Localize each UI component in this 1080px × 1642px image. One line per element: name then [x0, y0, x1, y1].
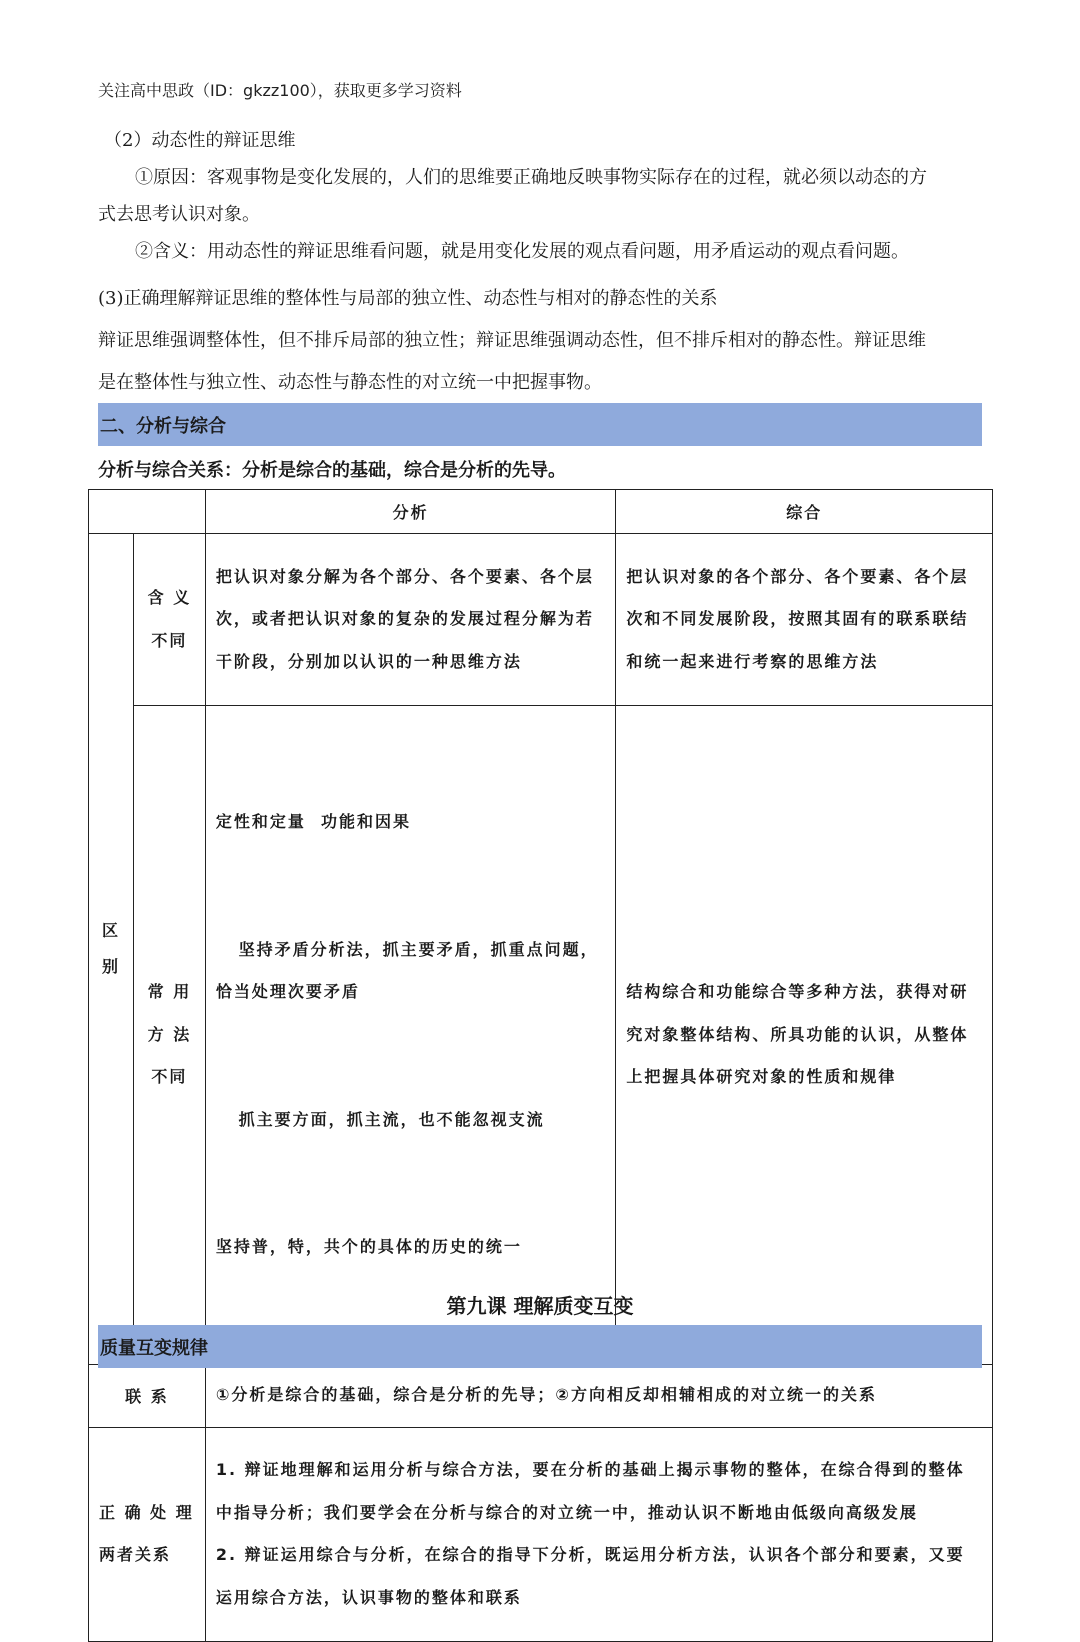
- method-synthesis-text: 结构综合和功能综合等多种方法，获得对研究对象整体结构、所具功能的认识，从整体上把握具体研究对象的性质和规律: [626, 982, 969, 1086]
- table-row-method: [89, 706, 993, 1365]
- analysis-synthesis-table: [88, 489, 993, 1642]
- relation-intro: 分析与综合关系：分析是综合的基础，综合是分析的先导。: [98, 460, 566, 481]
- diff-label-cell: [89, 534, 134, 1365]
- section2-reason-line1: ①原因：客观事物是变化发展的，人们的思维要正确地反映事物实际存在的过程，就必须以动态的方: [135, 167, 927, 188]
- meaning-synthesis-cell: [616, 534, 993, 706]
- link-text-cell: [205, 1364, 992, 1427]
- method-analysis-line2: 坚持矛盾分析法，抓主要矛盾，抓重点问题，恰当处理次要矛盾: [215, 939, 599, 1001]
- method-analysis-line3: 抓主要方面，抓主流，也不能忽视支流: [215, 1109, 545, 1129]
- table-corner-cell: [89, 490, 206, 534]
- meaning-label-1: 含 义: [147, 588, 192, 607]
- section-bar-analysis-label: 二、分析与综合: [100, 416, 226, 437]
- section2-reason-line2: 式去思考认识对象。: [98, 204, 260, 225]
- meaning-analysis-text: 把认识对象分解为各个部分、各个要素、各个层次，或者把认识对象的复杂的发展过程分解为若干阶段，分别加以认识的一种思维方法: [215, 566, 594, 671]
- meaning-analysis-cell: [205, 534, 616, 706]
- lesson9-title: 第九课 理解质变互变: [446, 1294, 634, 1318]
- handle-text-cell: [205, 1427, 992, 1641]
- section2-heading: （2）动态性的辩证思维: [104, 130, 296, 151]
- method-analysis-cell: [205, 706, 616, 1365]
- table-row-meaning: [89, 534, 993, 706]
- method-label-3: 不同: [151, 1067, 188, 1086]
- section-bar-analysis: [98, 403, 982, 446]
- method-analysis-line4: 坚持普，特，共个的具体的历史的统一: [215, 1237, 522, 1256]
- section3-line1: 辩证思维强调整体性，但不排斥局部的独立性；辩证思维强调动态性，但不排斥相对的静态性。辩证思维: [98, 330, 926, 351]
- handle-label-2: 两者关系: [99, 1545, 172, 1564]
- meaning-synthesis-text: 把认识对象的各个部分、各个要素、各个层次和不同发展阶段，按照其固有的联系联结和统一起来进行考察的思维方法: [626, 566, 969, 671]
- method-synthesis-cell: [616, 706, 993, 1365]
- section2-meaning: ②含义：用动态性的辩证思维看问题，就是用变化发展的观点看问题，用矛盾运动的观点看问题。: [135, 241, 909, 262]
- section3-line2: 是在整体性与独立性、动态性与静态性的对立统一中把握事物。: [98, 372, 602, 393]
- link-label-cell: [89, 1364, 206, 1427]
- table-row-link: [89, 1364, 993, 1427]
- col-header-synthesis: 综合: [616, 490, 993, 534]
- method-label-1: 常 用: [147, 982, 192, 1001]
- handle-label-1: 正 确 处 理: [99, 1502, 194, 1522]
- link-label: 联 系: [125, 1387, 169, 1406]
- section3-heading: (3)正确理解辩证思维的整体性与局部的独立性、动态性与相对的静态性的关系: [98, 288, 718, 309]
- handle-item-1: 1. 辩证地理解和运用分析与综合方法，要在分析的基础上揭示事物的整体，在综合得到的整体中指导分析；我们要学会在分析与综合的对立统一中，推动认识不断地由低级向高级发展: [215, 1460, 965, 1522]
- meaning-label-2: 不同: [151, 630, 188, 650]
- table-header-row: [89, 490, 993, 534]
- handle-label-cell: [89, 1427, 206, 1641]
- section-bar-quality-label: 质量互变规律: [100, 1338, 208, 1359]
- method-label-cell: [133, 706, 205, 1365]
- meaning-label-cell: [133, 534, 205, 706]
- table-row-handle: [89, 1427, 993, 1641]
- col-header-analysis: 分析: [205, 490, 616, 534]
- method-label-2: 方 法: [147, 1024, 192, 1044]
- link-text: ①分析是综合的基础，综合是分析的先导；②方向相反却相辅相成的对立统一的关系: [215, 1385, 877, 1405]
- handle-item-2: 2. 辩证运用综合与分析，在综合的指导下分析，既运用分析方法，认识各个部分和要素，又要运用综合方法，认识事物的整体和联系: [215, 1545, 965, 1607]
- method-analysis-line1: 定性和定量 功能和因果: [215, 812, 412, 831]
- diff-label-2: 别: [101, 956, 120, 976]
- header-note: 关注高中思政（ID：gkzz100），获取更多学习资料: [98, 81, 462, 100]
- diff-label-1: 区: [101, 920, 120, 940]
- section-bar-quality: [98, 1325, 982, 1368]
